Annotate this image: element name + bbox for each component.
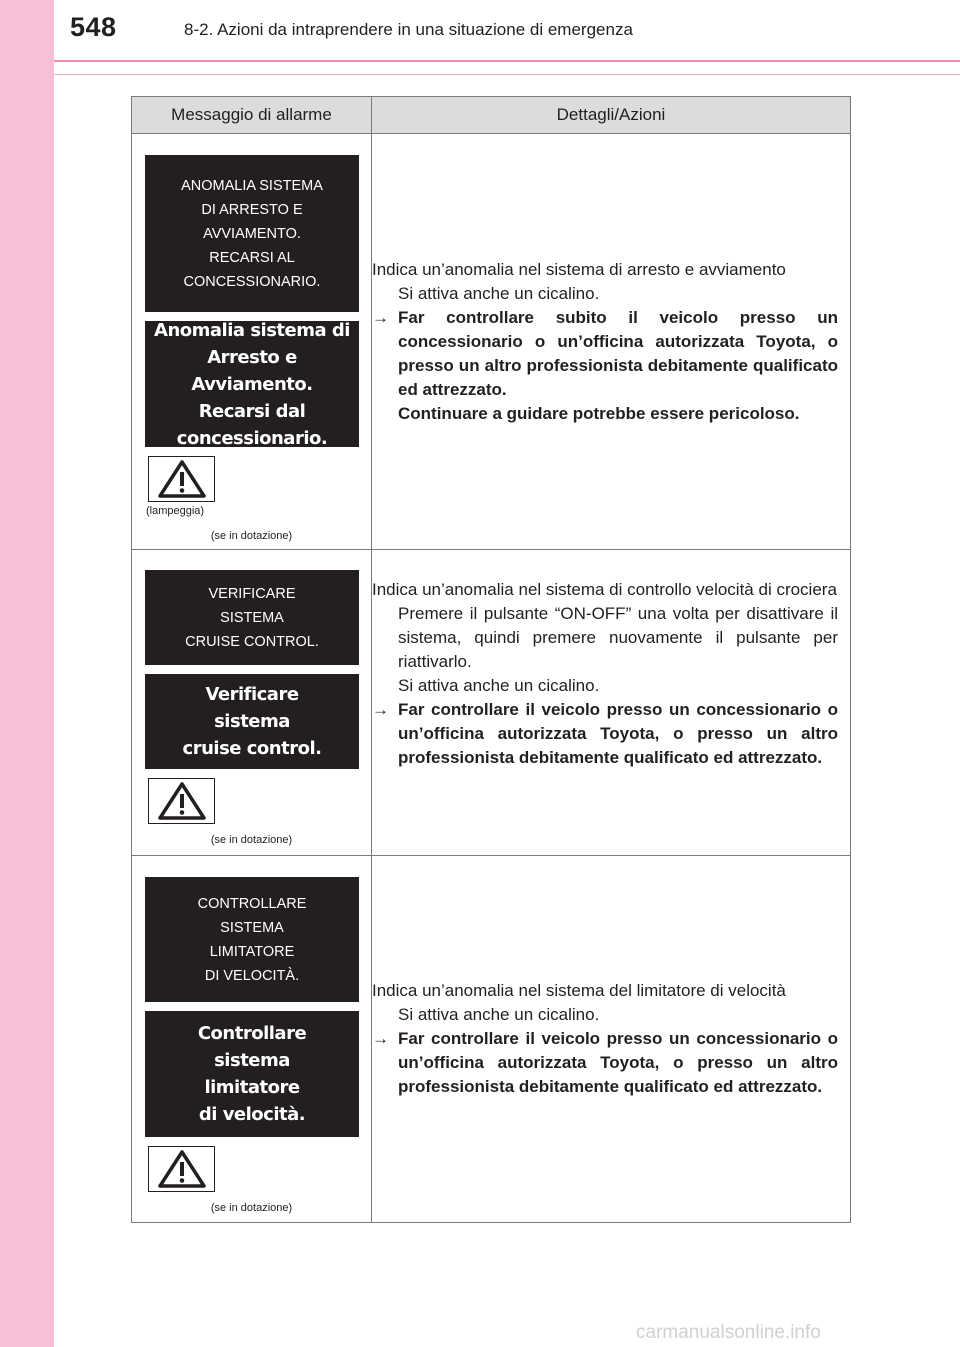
flashing-caption: (lampeggia) [146,505,205,517]
anomaly-description: Indica un’anomalia nel sistema di arresto e avviamento [372,259,786,279]
action-item [372,698,838,770]
warning-triangle-icon [148,1146,215,1192]
table-header-row [132,97,851,134]
warning-triangle-icon [148,778,215,824]
danger-note: Continuare a guidare potrebbe essere pericoloso. [398,403,800,423]
message-cell [132,550,372,856]
equipment-caption: (se in dotazione) [210,834,293,846]
arrow-icon: → [372,307,389,327]
arrow-icon: → [372,700,389,719]
details-cell [372,856,851,1223]
reset-instruction: Premere il pulsante “ON-OFF” una volta per disattivare il sistema, quindi premere nuovamente il pulsante per riattivarlo. [398,604,838,671]
header-divider-thin [54,74,960,75]
section-title: 8-2. Azioni da intraprendere in una situazione di emergenza [184,20,633,39]
alarm-message-table [131,96,851,1223]
column-header-details: Dettagli/Azioni [372,97,851,134]
alarm-display-graphic: Anomalia sistema di Arresto e Avviamento. Recarsi dal concessionario. [145,321,359,447]
equipment-caption: (se in dotazione) [210,530,293,542]
table-row [132,550,851,856]
action-text: Far controllare il veicolo presso un concessionario o un’officina autorizzata Toyota, o presso un altro professionista debitamente qualificato ed attrezzato. [398,1029,838,1096]
details-cell [372,134,851,550]
alarm-display-text: VERIFICARE SISTEMA CRUISE CONTROL. [145,570,359,665]
action-text: Far controllare subito il veicolo presso un concessionario o un’officina autorizzata Toyota, o presso un altro professionista debitamente qualificato ed attrezzato. [398,307,838,399]
warning-triangle-icon [148,456,215,502]
message-cell [132,856,372,1223]
side-tab-band [0,0,54,1347]
alarm-display-graphic: Verificare sistema cruise control. [145,674,359,769]
anomaly-description: Indica un’anomalia nel sistema di controllo velocità di crociera [372,580,837,599]
page-number: 548 [70,12,117,42]
alarm-display-text: CONTROLLARE SISTEMA LIMITATORE DI VELOCITÀ. [145,877,359,1002]
table-row [132,134,851,550]
anomaly-description: Indica un’anomalia nel sistema del limitatore di velocità [372,981,786,1000]
action-item [372,306,838,402]
equipment-caption: (se in dotazione) [210,1202,293,1214]
buzzer-note: Si attiva anche un cicalino. [398,1005,600,1024]
header-divider [54,60,960,62]
action-item [372,1027,838,1099]
action-text: Far controllare il veicolo presso un concessionario o un’officina autorizzata Toyota, o presso un altro professionista debitamente qualificato ed attrezzato. [398,700,838,767]
alarm-display-text: ANOMALIA SISTEMA DI ARRESTO E AVVIAMENTO. RECARSI AL CONCESSIONARIO. [145,155,359,312]
site-watermark: carmanualsonline.info [636,1322,821,1343]
table-row [132,856,851,1223]
buzzer-note: Si attiva anche un cicalino. [398,283,600,303]
details-cell [372,550,851,856]
column-header-message: Messaggio di allarme [132,97,372,134]
buzzer-note: Si attiva anche un cicalino. [398,676,600,695]
message-cell [132,134,372,550]
alarm-display-graphic: Controllare sistema limitatore di velocità. [145,1011,359,1137]
arrow-icon: → [372,1029,389,1048]
